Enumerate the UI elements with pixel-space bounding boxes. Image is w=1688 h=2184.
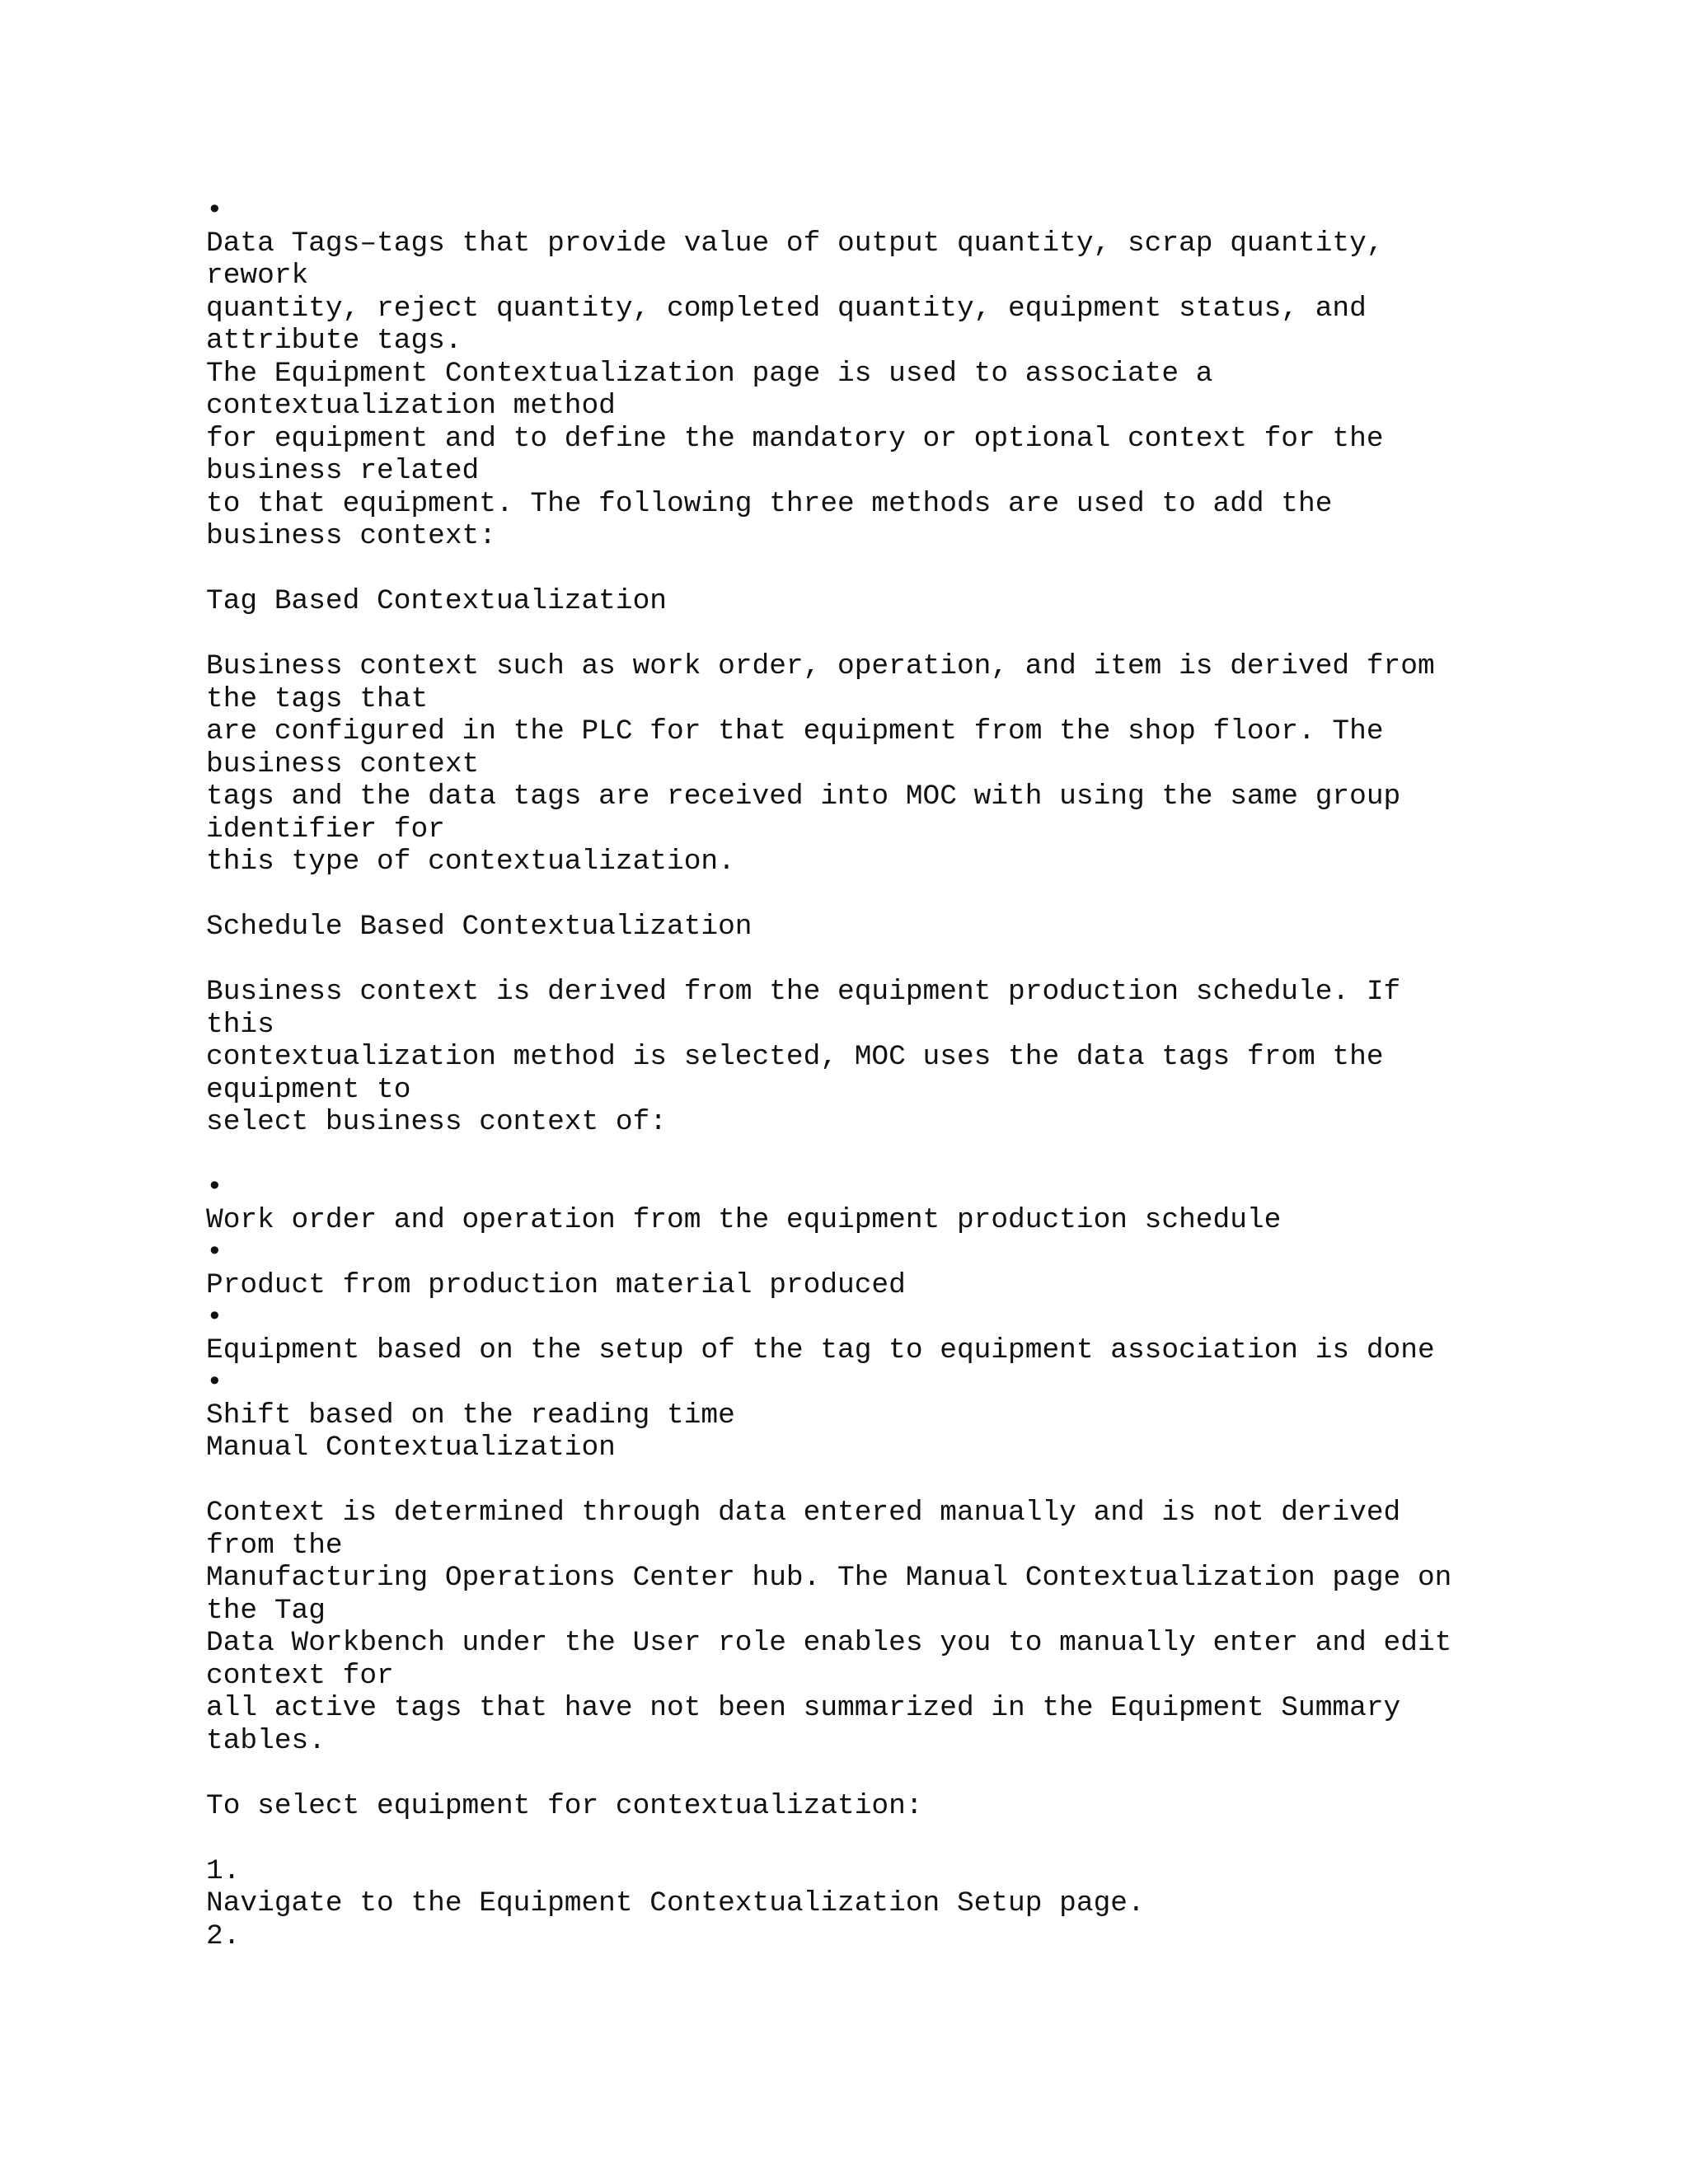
step-number: 1.	[206, 1854, 241, 1887]
step-text: Navigate to the Equipment Contextualization Setup page.	[206, 1887, 1145, 1919]
text-line: the Tag	[206, 1594, 326, 1627]
text-line: context for	[206, 1659, 394, 1692]
text-line: Data Workbench under the User role enables you to manually enter and edit	[206, 1627, 1452, 1659]
text-line: Data Tags–tags that provide value of output quantity, scrap quantity,	[206, 227, 1384, 260]
text-line: this	[206, 1008, 274, 1041]
text-line: to that equipment. The following three methods are used to add the	[206, 487, 1333, 520]
blank-line	[206, 618, 1566, 651]
list-item: Work order and operation from the equipment production schedule	[206, 1203, 1282, 1236]
blank-line	[206, 944, 1566, 977]
section-heading-manual: Manual Contextualization	[206, 1432, 616, 1464]
section-heading-tag-based: Tag Based Contextualization	[206, 585, 667, 617]
text-line: business related	[206, 455, 480, 487]
text-line: select business context of:	[206, 1106, 667, 1138]
blank-line	[206, 879, 1566, 912]
blank-line	[206, 553, 1566, 586]
bullet-marker: •	[206, 1171, 223, 1203]
text-line: all active tags that have not been summarized in the Equipment Summary	[206, 1692, 1401, 1724]
list-item: Equipment based on the setup of the tag to equipment association is done	[206, 1333, 1435, 1366]
text-line: this type of contextualization.	[206, 846, 735, 878]
text-line: contextualization method is selected, MOC uses the data tags from the	[206, 1041, 1384, 1073]
bullet-marker: •	[206, 194, 223, 227]
text-line: for equipment and to define the mandatory or optional context for the	[206, 422, 1384, 455]
step-number: 2.	[206, 1919, 241, 1952]
text-line: tables.	[206, 1724, 326, 1757]
text-line: are configured in the PLC for that equipment from the shop floor. The	[206, 715, 1384, 748]
text-line: Business context such as work order, operation, and item is derived from	[206, 650, 1435, 682]
text-line: rework	[206, 260, 309, 292]
bullet-marker: •	[206, 1236, 223, 1268]
text-line: the tags that	[206, 682, 429, 715]
text-line: quantity, reject quantity, completed quantity, equipment status, and	[206, 292, 1367, 325]
text-line: business context:	[206, 520, 496, 552]
blank-line	[206, 1139, 1566, 1172]
bullet-marker: •	[206, 1366, 223, 1399]
text-line: identifier for	[206, 813, 445, 846]
text-line: The Equipment Contextualization page is used to associate a	[206, 357, 1213, 390]
text-line: business context	[206, 748, 480, 780]
text-line: attribute tags.	[206, 325, 462, 357]
blank-line	[206, 1465, 1566, 1497]
section-heading-schedule-based: Schedule Based Contextualization	[206, 911, 753, 943]
list-item: Shift based on the reading time	[206, 1399, 735, 1432]
text-line: Context is determined through data entered manually and is not derived	[206, 1497, 1401, 1529]
text-line: Manufacturing Operations Center hub. The Manual Contextualization page on	[206, 1562, 1452, 1594]
text-line: tags and the data tags are received into MOC with using the same group	[206, 780, 1401, 813]
list-item: Product from production material produced	[206, 1268, 906, 1301]
bullet-marker: •	[206, 1301, 223, 1333]
text-line: from the	[206, 1529, 343, 1562]
document-text	[206, 194, 1566, 1952]
blank-line	[206, 1822, 1566, 1855]
text-line: To select equipment for contextualization:	[206, 1789, 923, 1822]
blank-line	[206, 1757, 1566, 1790]
text-line: contextualization method	[206, 390, 616, 422]
text-line: equipment to	[206, 1073, 411, 1106]
text-line: Business context is derived from the equipment production schedule. If	[206, 976, 1401, 1008]
